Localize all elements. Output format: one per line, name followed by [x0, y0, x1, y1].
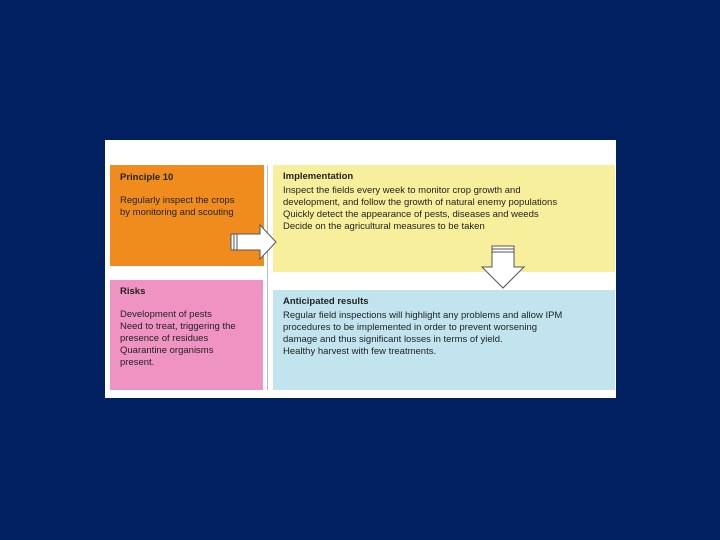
principle-title: Principle 10: [120, 172, 174, 183]
implementation-line: development, and follow the growth of natural enemy populations: [283, 197, 558, 208]
implementation-line: Quickly detect the appearance of pests, diseases and weeds: [283, 209, 539, 220]
anticipated-title: Anticipated results: [283, 296, 369, 307]
principle-line: by monitoring and scouting: [120, 207, 234, 218]
risks-line: Need to treat, triggering the: [120, 321, 236, 332]
ipm-figure: [105, 140, 616, 398]
risks-title: Risks: [120, 286, 146, 297]
risks-line: present.: [120, 357, 155, 368]
risks-line: Quarantine organisms: [120, 345, 214, 356]
risks-line: Development of pests: [120, 309, 212, 320]
anticipated-line: procedures to be implemented in order to prevent worsening: [283, 322, 538, 333]
implementation-box: [273, 165, 615, 272]
implementation-title: Implementation: [283, 171, 354, 182]
column-divider: [267, 165, 268, 390]
principle-line: Regularly inspect the crops: [120, 195, 235, 206]
anticipated-line: damage and thus significant losses in terms of yield.: [283, 334, 503, 345]
implementation-line: Inspect the fields every week to monitor crop growth and: [283, 185, 521, 196]
risks-box: [110, 280, 263, 390]
risks-line: presence of residues: [120, 333, 209, 344]
anticipated-line: Healthy harvest with few treatments.: [283, 346, 437, 357]
anticipated-line: Regular field inspections will highlight any problems and allow IPM: [283, 310, 563, 321]
anticipated-results-box: [273, 290, 615, 390]
implementation-line: Decide on the agricultural measures to be taken: [283, 221, 485, 232]
